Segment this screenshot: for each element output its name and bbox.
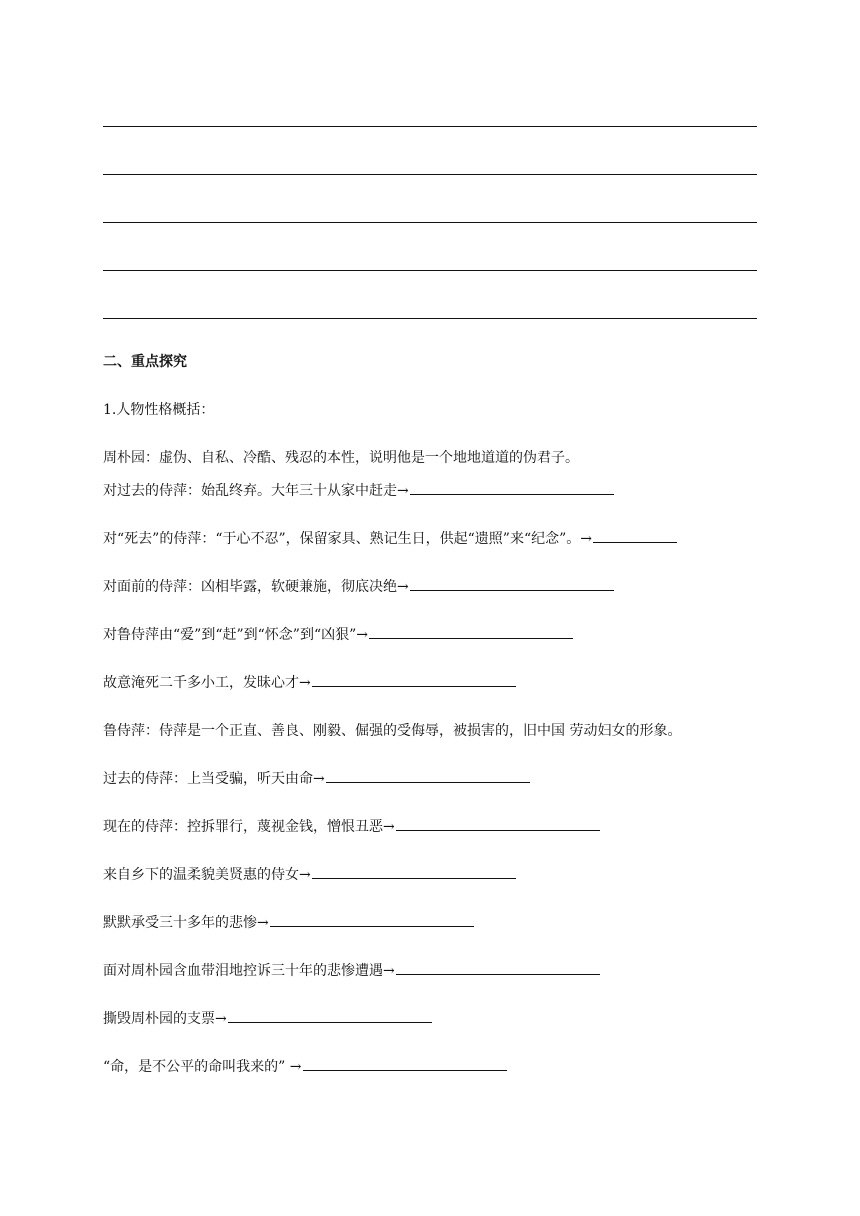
zhou-summary: 周朴园：虚伪、自私、冷酷、残忍的本性，说明他是一个地地道道的伪君子。 <box>103 450 579 466</box>
zhou-item-4-text: 对鲁侍萍由“爱”到“赶”到“怀念”到“凶狠”→ <box>103 627 368 643</box>
question-title: 1.人物性格概括： <box>103 402 215 418</box>
zhou-item-3 <box>103 577 614 597</box>
answer-line-2 <box>103 174 757 175</box>
section-heading: 二、重点探究 <box>103 354 187 370</box>
lu-item-4 <box>103 913 474 933</box>
fill-blank[interactable] <box>326 770 530 783</box>
lu-item-3-text: 来自乡下的温柔貌美贤惠的侍女→ <box>103 867 311 883</box>
lu-item-6-text: 撕毁周朴园的支票→ <box>103 1011 227 1027</box>
zhou-item-3-text: 对面前的侍萍：凶相毕露，软硬兼施，彻底决绝→ <box>103 579 409 595</box>
fill-blank[interactable] <box>396 962 600 975</box>
lu-item-2-text: 现在的侍萍：控拆罪行，蔑视金钱，憎恨丑恶→ <box>103 819 395 835</box>
fill-blank[interactable] <box>369 626 573 639</box>
lu-item-5 <box>103 961 600 981</box>
fill-blank[interactable] <box>593 530 677 543</box>
lu-item-7-text: “命，是不公平的命叫我来的” → <box>103 1059 302 1075</box>
answer-line-3 <box>103 222 757 223</box>
fill-blank[interactable] <box>312 866 516 879</box>
lu-item-3 <box>103 865 516 885</box>
zhou-item-1-text: 对过去的侍萍：始乱终弃。大年三十从家中赶走→ <box>103 483 409 499</box>
lu-item-7 <box>103 1057 507 1077</box>
fill-blank[interactable] <box>303 1058 507 1071</box>
fill-blank[interactable] <box>410 482 614 495</box>
lu-item-4-text: 默默承受三十多年的悲惨→ <box>103 915 269 931</box>
lu-item-1 <box>103 769 530 789</box>
answer-line-4 <box>103 270 757 271</box>
fill-blank[interactable] <box>270 914 474 927</box>
lu-item-2 <box>103 817 600 837</box>
fill-blank[interactable] <box>410 578 614 591</box>
lu-summary: 鲁侍萍：侍萍是一个正直、善良、刚毅、倔强的受侮辱，被损害的，旧中国 劳动妇女的形象。 <box>103 723 682 739</box>
answer-line-1 <box>103 126 757 127</box>
fill-blank[interactable] <box>396 818 600 831</box>
zhou-item-1 <box>103 481 614 501</box>
zhou-item-5 <box>103 673 516 693</box>
fill-blank[interactable] <box>312 674 516 687</box>
lu-item-6 <box>103 1009 432 1029</box>
zhou-item-2 <box>103 529 677 549</box>
zhou-item-5-text: 故意淹死二千多小工，发昧心才→ <box>103 675 311 691</box>
zhou-item-2-text: 对“死去”的侍萍：“于心不忍”，保留家具、熟记生日，供起“遗照”来“纪念”。→ <box>103 531 592 547</box>
fill-blank[interactable] <box>228 1010 432 1023</box>
lu-item-1-text: 过去的侍萍：上当受骗，听天由命→ <box>103 771 325 787</box>
lu-item-5-text: 面对周朴园含血带泪地控诉三十年的悲惨遭遇→ <box>103 963 395 979</box>
zhou-item-4 <box>103 625 573 645</box>
answer-line-5 <box>103 318 757 319</box>
